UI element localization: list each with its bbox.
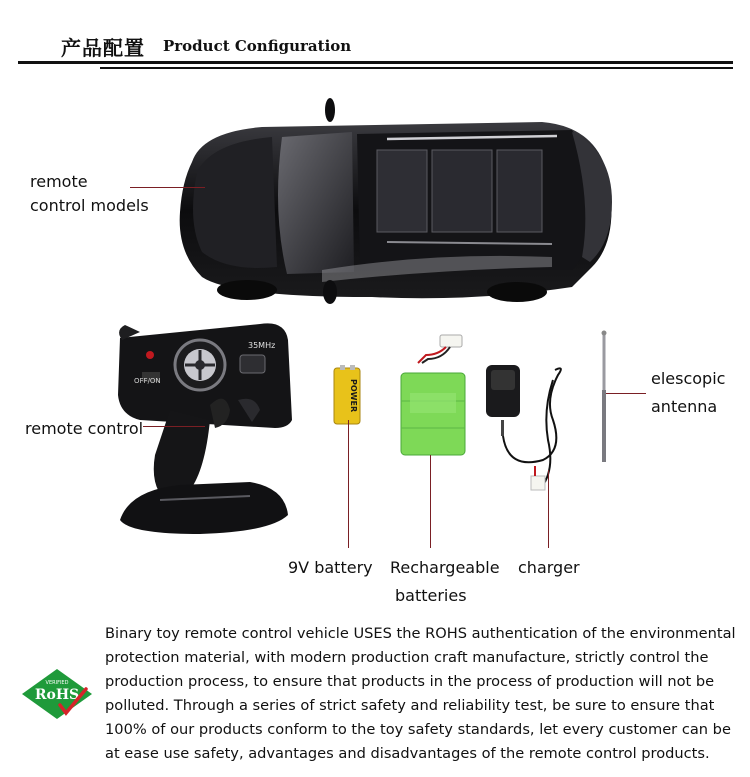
label-telescopic-line1: elescopic [651, 369, 726, 388]
leader-line-antenna [606, 393, 646, 394]
description-line: production process, to ensure that products in the process of production will not be [105, 673, 715, 690]
label-telescopic-line2: antenna [651, 397, 718, 416]
leader-line-rc-models [130, 187, 205, 188]
remote-band-text: 35MHz [248, 341, 276, 350]
rohs-badge-main-text: RoHS [34, 687, 80, 703]
description-line: at ease use safety, advantages and disadvantages of the remote control products. [105, 745, 710, 762]
leader-line-battery-9v [348, 420, 349, 548]
rohs-badge-top-text: VERIFIED [45, 680, 69, 686]
description-line: Binary toy remote control vehicle USES the ROHS authentication of the environmental [105, 625, 736, 642]
header-rule-thin [100, 67, 733, 69]
header-title-chinese: 产品配置 [61, 36, 145, 60]
label-battery-9v: 9V battery [288, 558, 373, 577]
header-rule-thick [18, 61, 733, 64]
label-remote-control: remote control [25, 419, 144, 438]
description-line: polluted. Through a series of strict safety and reliability test, be sure to ensure that [105, 697, 715, 714]
description-line: protection material, with modern production craft manufacture, strictly control the [105, 649, 709, 666]
description-line: 100% of our products conform to the toy safety standards, let every customer can be [105, 721, 731, 738]
header-title-english: Product Configuration [163, 37, 352, 55]
rohs-badge [20, 667, 94, 721]
remote-switch-text: OFF/ON [134, 377, 161, 385]
page-header [0, 0, 750, 75]
leader-line-rechargeable [430, 455, 431, 548]
description-paragraph [105, 622, 735, 766]
label-rechargeable-line1: Rechargeable [390, 558, 500, 577]
label-charger: charger [518, 558, 580, 577]
label-rechargeable-line2: batteries [395, 586, 467, 605]
label-rc-models-line2: control models [30, 196, 149, 215]
telescopic-antenna-image [598, 330, 610, 465]
leader-line-charger [548, 470, 549, 548]
charger-image [483, 360, 578, 500]
car-image [172, 92, 622, 312]
battery-9v-image [330, 365, 364, 427]
leader-line-remote-control [143, 426, 205, 427]
battery-brand-text: POWER [349, 379, 358, 413]
rechargeable-battery-image [398, 333, 470, 459]
label-rc-models-line1: remote [30, 172, 88, 191]
